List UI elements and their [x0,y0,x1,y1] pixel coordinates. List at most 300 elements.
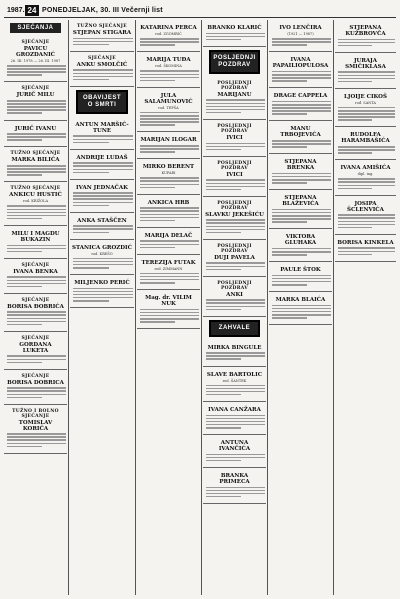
text-line-placeholder [338,188,372,190]
text-line-placeholder [206,421,265,423]
notice-body-text [271,71,330,82]
text-line-placeholder [272,173,331,175]
notice-name: MARIJA DELAČ [144,232,193,239]
notice-body-text [72,288,132,302]
text-line-placeholder [140,148,199,150]
text-line-placeholder [272,305,331,307]
notice-name: IVANA PAPAILIOPULOSA [272,57,329,70]
notice-name: MILJENKO PERIĆ [74,280,130,287]
text-line-placeholder [272,77,331,79]
text-line-placeholder [140,77,199,79]
text-line-placeholder [140,38,199,40]
notice-body-text [139,177,198,188]
text-line-placeholder [206,232,241,234]
text-line-placeholder [140,184,199,186]
death-notice [335,20,396,53]
text-line-placeholder [140,41,199,43]
text-line-placeholder [7,283,66,285]
notice-body-text [6,205,65,219]
notice-title: SJEĆANJE [21,86,50,92]
text-line-placeholder [73,41,133,43]
death-notice [335,196,396,235]
notice-name: STJEPAN STIGARA [72,30,132,36]
notice-body-text [205,33,264,41]
text-line-placeholder [206,427,241,429]
text-line-placeholder [206,385,265,387]
text-line-placeholder [206,460,241,462]
death-notice [4,82,67,120]
death-notice [4,226,67,259]
text-line-placeholder [338,107,395,109]
text-line-placeholder [206,493,265,495]
text-line-placeholder [7,390,66,392]
section-heading: POSLJEDNJI POZDRAV [209,50,260,74]
death-notice [269,190,332,229]
notice-name: ANTUNA IVANČIĆA [218,440,251,453]
notice-body-text [6,355,65,363]
notice-body-text [271,101,330,115]
notice-name: PAULE ŠTOK [280,267,321,274]
column-2 [70,20,134,595]
notice-body-text [337,146,394,154]
text-line-placeholder [7,218,42,220]
death-notice [70,150,134,180]
notice-name: MARIJANU [217,91,252,98]
notice-subline: KUPARI [161,171,176,176]
text-line-placeholder [206,179,265,181]
text-line-placeholder [7,136,66,138]
text-line-placeholder [206,388,265,390]
death-notice [335,127,396,160]
notice-body-text [72,192,132,206]
text-line-placeholder [338,181,395,183]
text-line-placeholder [73,139,133,141]
notice-title: POSLJEDNJI POZDRAV [217,280,252,291]
column-divider [201,20,202,595]
notice-body-text [6,133,65,141]
death-notice [203,468,266,504]
notice-title: POSLJEDNJI POZDRAV [217,80,252,91]
text-line-placeholder [206,262,265,264]
text-line-placeholder [7,436,66,438]
death-notice [203,367,266,402]
notice-name: KATARINA PERCA [140,25,197,31]
text-line-placeholder [7,387,66,389]
text-line-placeholder [206,394,241,396]
notice-title: SJEĆANJE [21,40,50,45]
notice-body-text [205,262,264,270]
notice-name: BRANKA PRIMECA [219,472,250,485]
notice-name: BRANKO KLARIĆ [207,25,262,31]
notice-name: LJOIJE CIKOŠ [344,93,387,100]
text-line-placeholder [73,69,133,71]
death-notice [70,20,134,52]
text-line-placeholder [338,39,395,41]
notice-body-text [271,305,330,319]
text-line-placeholder [338,227,372,229]
text-line-placeholder [272,104,331,106]
text-line-placeholder [338,75,395,77]
notice-name: DRAGE CAPPELA [273,93,328,100]
text-line-placeholder [7,439,66,441]
text-line-placeholder [272,278,331,280]
notice-subline: rod. ZIMMANN [154,266,183,271]
text-line-placeholder [206,36,265,38]
text-line-placeholder [206,490,265,492]
death-notice [203,435,266,468]
notice-name: MIRKA BINGULE [207,344,262,351]
text-line-placeholder [338,42,395,44]
text-line-placeholder [206,183,265,185]
text-line-placeholder [206,496,241,498]
notice-body-text [205,219,264,233]
text-line-placeholder [272,218,331,220]
notice-title: POSLJEDNJI POZDRAV [217,243,252,254]
death-notice [335,235,396,262]
text-line-placeholder [338,78,395,80]
text-line-placeholder [140,276,199,278]
text-line-placeholder [73,76,133,78]
text-line-placeholder [206,112,241,114]
text-line-placeholder [272,212,331,214]
notice-body-text [337,214,394,228]
text-line-placeholder [7,394,66,396]
text-line-placeholder [7,359,66,361]
text-line-placeholder [7,245,66,247]
text-line-placeholder [338,149,395,151]
death-notice [269,262,332,292]
text-line-placeholder [338,251,395,253]
text-line-placeholder [206,186,265,188]
column-5 [269,20,332,595]
text-line-placeholder [272,110,331,112]
notice-body-text [271,173,330,184]
text-line-placeholder [7,112,42,114]
notice-name: JOSIPA ŠCLENVIĆA [347,200,384,213]
text-line-placeholder [206,352,265,354]
notice-name: MARIJAN ILOGAR [140,137,197,144]
page-header [4,4,396,18]
text-line-placeholder [206,424,265,426]
notice-body-text [72,162,132,173]
text-line-placeholder [272,311,331,313]
notice-body-text [139,240,198,248]
notice-subline: (1921 — 1987) [287,32,314,36]
text-line-placeholder [73,225,133,227]
death-notice [203,340,266,367]
text-line-placeholder [206,454,265,456]
notice-body-text [72,135,132,143]
text-line-placeholder [338,185,395,187]
text-line-placeholder [272,71,331,73]
text-line-placeholder [73,195,133,197]
notice-name: IVANA BENKA [13,268,58,275]
notice-body-text [271,209,330,223]
notice-subline: rod. ŠANTEK [222,378,247,383]
text-line-placeholder [206,143,265,145]
text-line-placeholder [140,121,199,123]
column-1 [4,20,67,595]
notice-body-text [337,39,394,47]
text-line-placeholder [140,220,175,222]
death-notice [203,197,266,240]
text-line-placeholder [338,224,395,226]
text-line-placeholder [7,74,42,76]
text-line-placeholder [272,314,331,316]
death-notice [4,121,67,148]
notice-name: IVANA AMIŠIĆA [340,165,391,172]
text-line-placeholder [73,232,109,234]
text-line-placeholder [73,294,133,296]
text-line-placeholder [272,251,331,253]
notice-body-text [72,258,132,269]
text-line-placeholder [7,251,42,253]
column-divider [68,20,69,595]
notice-body-text [337,107,394,121]
death-notice [137,255,200,290]
notice-body-text [6,65,65,76]
text-line-placeholder [140,279,199,281]
text-line-placeholder [140,214,199,216]
text-line-placeholder [272,254,307,256]
text-line-placeholder [7,276,66,278]
text-line-placeholder [338,254,372,256]
notice-body-text [337,71,394,82]
text-line-placeholder [73,228,133,230]
death-notice [4,36,67,82]
text-line-placeholder [272,41,331,43]
notice-body-text [6,433,65,447]
text-line-placeholder [73,202,133,204]
text-line-placeholder [272,44,307,46]
notice-name: MIRKO BERENT [142,164,195,171]
text-line-placeholder [140,145,199,147]
notice-name: MARKA BLAIĆA [275,297,326,304]
notice-body-text [72,38,132,46]
death-notice [70,52,134,87]
death-notice [137,228,200,255]
notice-name: IVANA CANŽARA [208,407,261,414]
text-line-placeholder [140,210,199,212]
notice-body-text [205,299,264,310]
notice-body-text [337,247,394,255]
text-line-placeholder [73,79,109,81]
notice-name: STANICA GROZDIĆ [72,244,132,251]
death-notice [4,294,67,332]
notice-body-text [205,487,264,498]
notice-title: POSLJEDNJI POZDRAV [217,123,252,134]
text-line-placeholder [272,140,331,142]
column-4 [203,20,266,595]
notice-name: ANKI [226,291,243,298]
notice-name: IVICI [226,171,243,178]
notice-title: POSLJEDNJI POZDRAV [217,160,252,171]
text-line-placeholder [73,44,109,46]
text-line-placeholder [272,113,307,115]
notice-title: TUŽNO SJEĆANJE [10,186,61,192]
text-line-placeholder [338,247,395,249]
notice-name: GORDANA LUKETA [19,341,52,354]
death-notice [70,275,134,308]
notice-name: IVAN JEDNAČAK [76,184,128,191]
notice-body-text [205,385,264,396]
text-line-placeholder [73,165,133,167]
text-line-placeholder [206,103,265,105]
section-heading: SJEĆANJA [10,23,61,33]
text-line-placeholder [338,71,395,73]
text-line-placeholder [73,38,133,40]
death-notice [4,259,67,294]
notice-name: DUJI PAVELA [214,254,255,261]
text-line-placeholder [73,261,133,263]
text-line-placeholder [338,221,395,223]
text-line-placeholder [73,192,133,194]
text-line-placeholder [140,44,175,46]
notice-name: BORISA ĐOBRIĆA [7,303,64,310]
notice-subline: rod. ŠKOMINA [155,64,182,69]
notice-name: SLAVE BARTOLIC [206,371,263,378]
notice-title: SJEĆANJE [21,335,50,341]
text-line-placeholder [7,65,66,67]
notice-title: POSLJEDNJI POZDRAV [217,200,252,211]
notice-body-text [271,248,330,256]
text-line-placeholder [7,106,66,108]
text-line-placeholder [206,266,265,268]
text-line-placeholder [73,288,133,290]
notice-title: SJEĆANJE [21,297,50,303]
text-line-placeholder [7,209,66,211]
notice-body-text [205,415,264,429]
text-line-placeholder [272,248,331,250]
text-line-placeholder [140,124,175,126]
text-line-placeholder [7,443,66,445]
notice-title: TUŽNO SJEĆANJE [77,24,127,29]
text-line-placeholder [206,487,265,489]
text-line-placeholder [272,143,331,145]
text-line-placeholder [7,139,42,141]
notice-body-text [271,38,330,46]
notice-name: ANKICA HRB [147,199,190,206]
notice-body-text [205,454,264,462]
notice-name: IVICI [226,134,243,141]
death-notice [203,402,266,435]
death-notice [335,160,396,195]
notice-name: IVO LENČIRA [279,25,322,31]
text-line-placeholder [7,100,66,102]
notice-name: MARIJA TUĐA [146,57,191,64]
text-line-placeholder [7,212,66,214]
text-line-placeholder [7,311,66,313]
text-line-placeholder [7,171,66,173]
header-year: 1987. [7,7,25,14]
text-line-placeholder [73,162,133,164]
text-line-placeholder [140,151,175,153]
notice-body-text [139,309,198,323]
column-divider [267,20,268,595]
notice-subline: rod. TEPŠA [158,105,179,110]
notice-name: MILU I MAGDU BUKAZIN [11,230,60,243]
notice-name: ANKA STAŠČEN [77,217,127,224]
text-line-placeholder [140,177,199,179]
text-line-placeholder [140,112,199,114]
notice-body-text [205,143,264,151]
text-line-placeholder [206,189,241,191]
notice-name: BORISA DOBRICA [7,379,64,386]
notice-subline: rod. KREŠO [91,251,113,256]
text-line-placeholder [272,80,307,82]
text-line-placeholder [272,281,331,283]
text-line-placeholder [140,187,175,189]
section-heading: OBAVIJEST O SMRTI [76,90,128,114]
text-line-placeholder [206,99,265,101]
notice-subline: rod. KRIŽOLA [22,199,49,204]
text-line-placeholder [140,273,199,275]
text-line-placeholder [7,68,66,70]
text-line-placeholder [338,146,395,148]
notice-name: ANKU SMOLČIĆ [76,61,128,68]
notice-name: JURAJA SMIČIKLASA [345,57,386,70]
text-line-placeholder [206,418,265,420]
text-line-placeholder [73,264,133,266]
text-line-placeholder [7,314,66,316]
text-line-placeholder [272,317,307,319]
death-notice [137,159,200,194]
text-line-placeholder [338,116,395,118]
text-line-placeholder [206,39,241,41]
text-line-placeholder [272,101,331,103]
text-line-placeholder [338,217,395,219]
text-line-placeholder [206,229,265,231]
text-line-placeholder [73,172,109,174]
text-line-placeholder [272,215,331,217]
death-notice [269,52,332,88]
text-line-placeholder [140,240,199,242]
text-line-placeholder [206,299,265,301]
column-divider [333,20,334,595]
notice-body-text [205,352,264,360]
notice-subline: 26. III. 1978 — 26. III. 1987 [10,59,61,63]
text-line-placeholder [272,179,331,181]
notice-body-text [139,38,198,46]
text-line-placeholder [73,258,133,260]
death-notice [137,20,200,52]
text-line-placeholder [7,280,66,282]
death-notice [269,88,332,121]
section-heading: ZAHVALE [209,320,260,337]
text-line-placeholder [272,221,307,223]
text-line-placeholder [206,222,265,224]
notice-name: JULA SALAMUNOVIĆ [144,92,193,105]
text-line-placeholder [73,300,109,302]
notice-subline: rođ. SANTA [355,100,376,105]
notice-name: TEREZIJA FUTAK [141,259,196,266]
death-notice [70,180,134,213]
text-line-placeholder [7,71,66,73]
text-line-placeholder [7,103,66,105]
notice-name: STJEPANA BRENKA [284,159,317,172]
page-number: 24 [25,5,39,16]
death-notice [335,53,396,89]
text-line-placeholder [7,362,42,364]
text-line-placeholder [140,282,175,284]
text-line-placeholder [206,149,241,151]
text-line-placeholder [7,286,42,288]
death-notice [203,240,266,277]
text-line-placeholder [140,118,199,120]
text-line-placeholder [140,180,199,182]
text-line-placeholder [73,291,133,293]
notice-title: TUŽNO SJEĆANJE [10,151,61,157]
